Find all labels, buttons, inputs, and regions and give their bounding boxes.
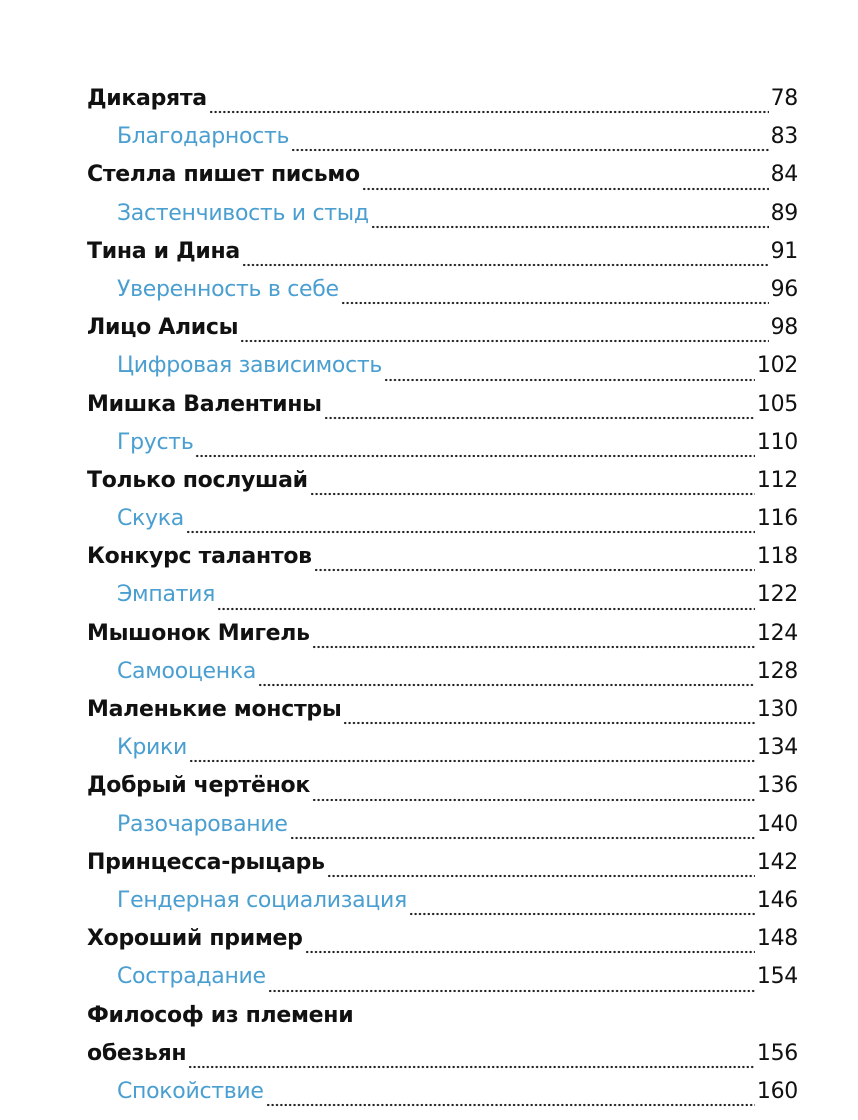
toc-entry-title: Маленькие монстры xyxy=(87,697,342,722)
toc-entry-title: Принцесса-рыцарь xyxy=(87,849,325,875)
toc-subsection-entry[interactable] xyxy=(87,888,798,926)
table-of-contents xyxy=(87,86,798,1117)
dot-leader xyxy=(362,187,769,191)
toc-subsection-entry[interactable] xyxy=(87,506,798,544)
dot-leader xyxy=(305,950,755,954)
toc-entry-page-number: 83 xyxy=(770,124,798,150)
toc-entry-page-number: 89 xyxy=(770,200,798,226)
toc-entry-title: Гендерная социализация xyxy=(117,887,407,913)
dot-leader xyxy=(242,263,769,267)
dot-leader xyxy=(186,530,755,534)
toc-chapter-entry[interactable] xyxy=(87,1041,798,1079)
toc-chapter-entry[interactable] xyxy=(87,468,798,506)
toc-entry-page-number: 154 xyxy=(756,964,798,990)
toc-chapter-entry[interactable] xyxy=(87,621,798,659)
toc-entry-title: Мишка Валентины xyxy=(87,391,322,417)
toc-entry-page-number: 160 xyxy=(756,1078,798,1104)
dot-leader xyxy=(291,148,768,152)
toc-entry-title: Эмпатия xyxy=(117,582,216,608)
toc-entry-page-number: 124 xyxy=(756,620,798,646)
toc-subsection-entry[interactable] xyxy=(87,735,798,773)
toc-entry-page-number: 118 xyxy=(756,544,798,570)
toc-entry-title: Добрый чертёнок xyxy=(87,773,310,799)
toc-chapter-entry[interactable] xyxy=(87,544,798,582)
toc-subsection-entry[interactable] xyxy=(87,353,798,391)
toc-entry-title: Сострадание xyxy=(117,964,266,990)
toc-entry-title: Благодарность xyxy=(117,124,290,150)
toc-subsection-entry[interactable] xyxy=(87,582,798,620)
dot-leader xyxy=(312,645,755,649)
toc-chapter-entry[interactable] xyxy=(87,239,798,277)
toc-entry-page-number: 112 xyxy=(756,467,798,493)
toc-subsection-entry[interactable] xyxy=(87,812,798,850)
dot-leader xyxy=(371,225,769,229)
toc-chapter-entry[interactable] xyxy=(87,162,798,200)
toc-entry-title: Цифровая зависимость xyxy=(117,353,383,379)
toc-entry-title: Разочарование xyxy=(117,811,288,837)
toc-entry-title: Конкурс талантов xyxy=(87,544,312,570)
dot-leader xyxy=(343,721,754,725)
toc-entry-title: Только послушай xyxy=(87,467,308,493)
toc-entry-page-number: 122 xyxy=(756,582,798,608)
toc-entry-page-number: 130 xyxy=(756,697,798,722)
toc-entry-page-number: 136 xyxy=(756,773,798,799)
dot-leader xyxy=(266,1103,755,1107)
toc-subsection-entry[interactable] xyxy=(87,277,798,315)
toc-entry-title: Самооценка xyxy=(117,658,257,684)
toc-entry-page-number: 142 xyxy=(756,849,798,875)
toc-entry-page-number: 102 xyxy=(756,353,798,379)
toc-entry-page-number: 148 xyxy=(756,926,798,952)
dot-leader xyxy=(217,607,755,611)
toc-entry-page-number: 96 xyxy=(770,276,798,302)
toc-entry-title: Лицо Алисы xyxy=(87,315,239,341)
toc-subsection-entry[interactable] xyxy=(87,659,798,697)
toc-entry-title: обезьян xyxy=(87,1040,187,1066)
dot-leader xyxy=(268,989,755,993)
toc-entry-title: Тина и Дина xyxy=(87,238,240,264)
dot-leader xyxy=(290,836,755,840)
toc-entry-page-number: 116 xyxy=(756,506,798,532)
toc-entry-title: Уверенность в себе xyxy=(117,276,339,302)
toc-entry-page-number: 156 xyxy=(756,1040,798,1066)
toc-entry-page-number: 110 xyxy=(756,429,798,455)
dot-leader xyxy=(240,339,768,343)
toc-chapter-entry[interactable] xyxy=(87,697,798,735)
toc-entry-title: Философ из племени xyxy=(87,1002,354,1028)
toc-chapter-entry[interactable] xyxy=(87,926,798,964)
toc-subsection-entry[interactable] xyxy=(87,1079,798,1117)
dot-leader xyxy=(189,759,755,763)
dot-leader xyxy=(312,798,755,802)
toc-entry-page-number: 105 xyxy=(756,391,798,417)
toc-chapter-entry[interactable] xyxy=(87,1003,798,1041)
toc-entry-title: Скука xyxy=(117,506,184,532)
toc-chapter-entry[interactable] xyxy=(87,315,798,353)
toc-entry-page-number: 146 xyxy=(756,887,798,913)
dot-leader xyxy=(324,416,755,420)
toc-chapter-entry[interactable] xyxy=(87,773,798,811)
toc-entry-title: Застенчивость и стыд xyxy=(117,200,369,226)
dot-leader xyxy=(310,492,755,496)
toc-entry-page-number: 140 xyxy=(756,811,798,837)
toc-chapter-entry[interactable] xyxy=(87,850,798,888)
toc-entry-title: Спокойствие xyxy=(117,1078,264,1104)
toc-entry-page-number: 84 xyxy=(770,162,798,188)
dot-leader xyxy=(327,874,755,878)
toc-entry-page-number: 128 xyxy=(756,658,798,684)
toc-entry-title: Мышонок Мигель xyxy=(87,620,310,646)
toc-subsection-entry[interactable] xyxy=(87,430,798,468)
dot-leader xyxy=(209,110,769,114)
toc-entry-page-number: 91 xyxy=(770,238,798,264)
toc-subsection-entry[interactable] xyxy=(87,124,798,162)
toc-entry-page-number: 78 xyxy=(770,86,798,111)
toc-subsection-entry[interactable] xyxy=(87,964,798,1002)
dot-leader xyxy=(188,1065,755,1069)
dot-leader xyxy=(384,378,755,382)
toc-entry-title: Грусть xyxy=(117,429,194,455)
toc-entry-title: Крики xyxy=(117,735,187,761)
toc-entry-page-number: 98 xyxy=(770,315,798,341)
toc-chapter-entry[interactable] xyxy=(87,392,798,430)
toc-entry-title: Хороший пример xyxy=(87,926,303,952)
toc-entry-page-number: 134 xyxy=(756,735,798,761)
toc-chapter-entry[interactable] xyxy=(87,86,798,124)
dot-leader xyxy=(341,301,769,305)
toc-entry-title: Дикарята xyxy=(87,86,207,111)
dot-leader xyxy=(314,568,755,572)
dot-leader xyxy=(258,683,755,687)
dot-leader xyxy=(409,912,755,916)
toc-entry-title: Стелла пишет письмо xyxy=(87,162,360,188)
toc-subsection-entry[interactable] xyxy=(87,201,798,239)
dot-leader xyxy=(195,454,754,458)
